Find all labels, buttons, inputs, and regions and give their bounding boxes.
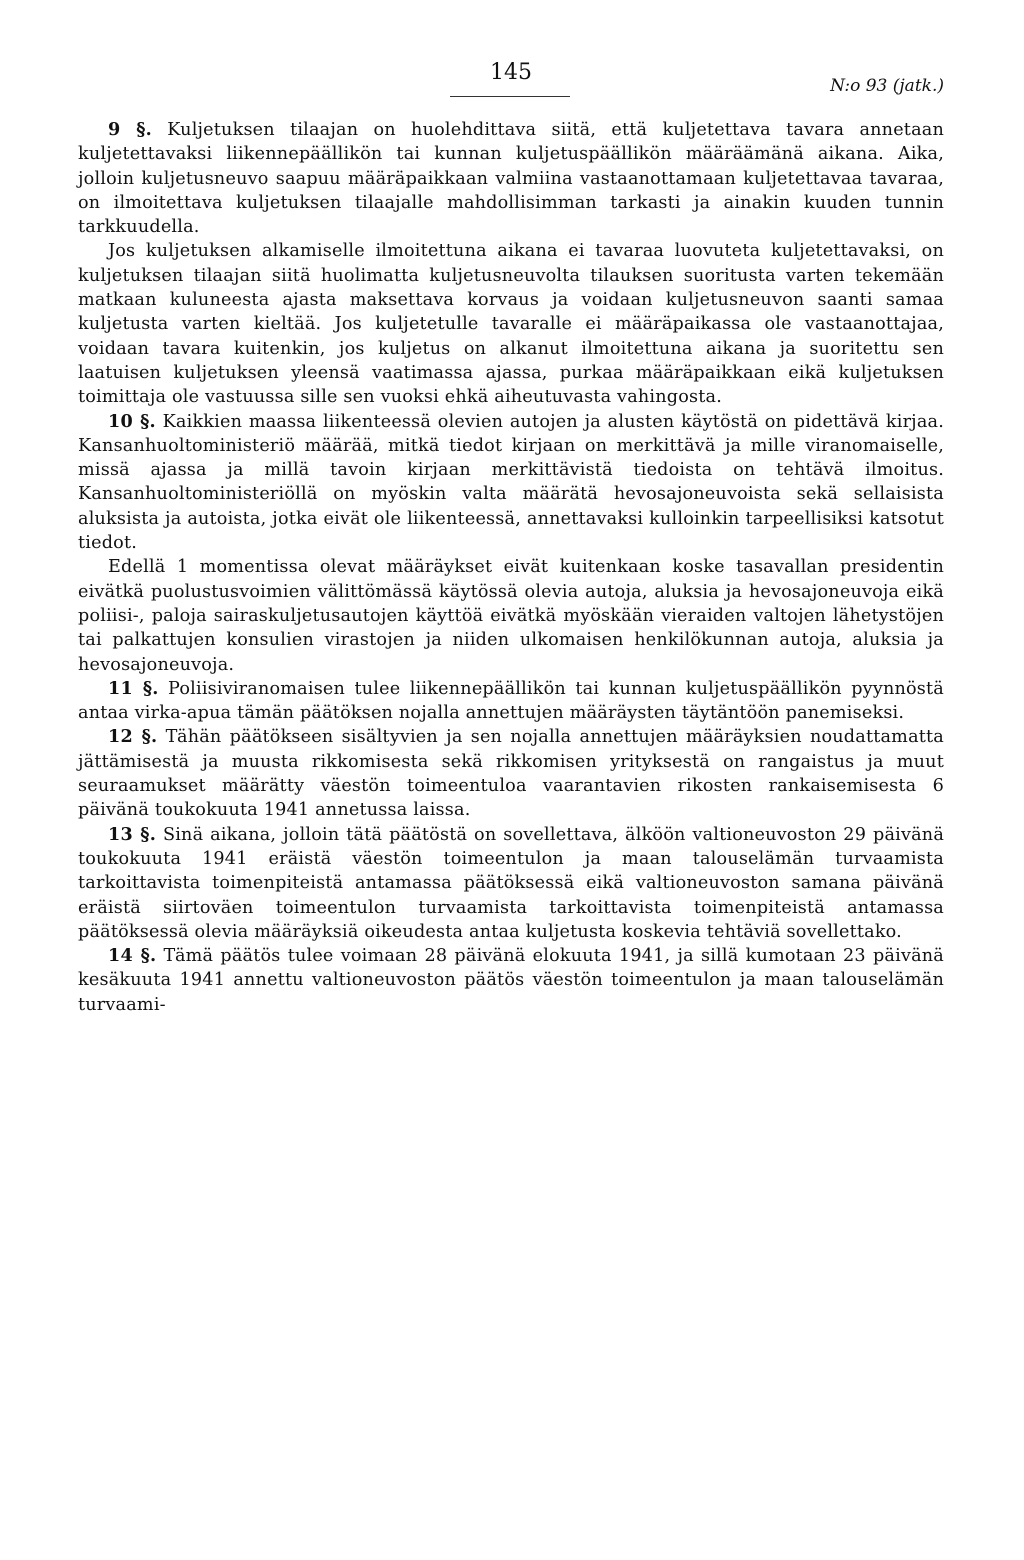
section-number: 12 §. <box>108 726 158 748</box>
paragraph-section-13 <box>78 823 944 944</box>
paragraph-text: Tämä päätös tulee voimaan 28 päivänä elokuuta 1941, ja sillä kumotaan 23 päivänä kesäkuuta 1941 annettu valtioneuvoston päätös väestön toimeentulon ja maan talouselämän turvaami- <box>78 946 944 1015</box>
paragraph-section-9 <box>78 118 944 239</box>
paragraph-text: Kaikkien maassa liikenteessä olevien autojen ja alusten käytöstä on pidettävä kirjaa. Kansanhuoltoministeriö määrää, mitkä tiedot kirjaan on merkittävä ja mille viranomaiselle, missä ajassa ja millä tavoin kirjaan merkittävistä tiedoista on tehtävä ilmoitus. Kansanhuoltoministeriöllä on myöskin valta määrätä hevosajoneuvoista sekä sellaisista aluksista ja autoista, jotka eivät ole liikenteessä, annettavaksi kulloinkin tarpeellisiksi katsotut tiedot. <box>78 411 945 554</box>
page-number-rule <box>450 96 570 97</box>
document-body <box>78 118 944 1017</box>
paragraph-text: Poliisiviranomaisen tulee liikennepäällikön tai kunnan kuljetuspäällikön pyynnöstä antaa virka-apua tämän päätöksen nojalla annettujen määräysten täytäntöön panemiseksi. <box>78 678 944 724</box>
section-number: 13 §. <box>108 823 157 845</box>
paragraph-section-10 <box>78 410 944 556</box>
section-number: 9 §. <box>108 119 152 140</box>
paragraph-section-12 <box>78 725 944 822</box>
paragraph-section-14 <box>78 944 944 1017</box>
section-number: 11 §. <box>108 677 159 699</box>
paragraph-text: Tähän päätökseen sisältyvien ja sen nojalla annettujen määräyksien noudattamatta jättämisestä ja muusta rikkomisesta sekä rikkomisen yrityksestä on rangaistus ja muut seuraamukset määrätty väestön toimeentuloa vaarantavien rikosten rankaisemisesta 6 päivänä toukokuuta 1941 annetussa laissa. <box>78 727 944 821</box>
section-number: 10 §. <box>108 410 156 432</box>
paragraph-text: Sinä aikana, jolloin tätä päätöstä on sovellettava, älköön valtioneuvoston 29 päivänä toukokuuta 1941 eräistä väestön toimeentulon ja maan talouselämän turvaamista tarkoittavista toimenpiteistä antamassa päätöksessä eikä valtioneuvoston samana päivänä eräistä siirtoväen toimeentulon turvaamista tarkoittavista toimenpiteistä antamassa päätöksessä olevia määräyksiä oikeudesta antaa kuljetusta koskevia tehtäviä sovellettako. <box>78 824 945 942</box>
paragraph-section-9-cont <box>78 239 944 409</box>
page-header <box>78 52 944 118</box>
paragraph-text: Jos kuljetuksen alkamiselle ilmoitettuna aikana ei tavaraa luovuteta kuljetettavaksi, on kuljetuksen tilaajan siitä huolimatta kuljetusneuvolta tilauksen suoritusta varten tekemään matkaan kuluneesta ajasta maksettava korvaus ja voidaan kuljetusneuvon saanti samaa kuljetusta varten kieltää. Jos kuljetetulle tavaralle ei määräpaikassa ole vastaanottajaa, voidaan tavara kuitenkin, jos kuljetus on alkanut ilmoitettuna aikana ja suoritettu sen laatuisen kuljetuksen yleensä vaatimassa ajassa, purkaa määräpaikkaan eikä kuljetuksen toimittaja ole vastuussa sille sen vuoksi ehkä aiheutuvasta vahingosta. <box>78 241 944 408</box>
section-number: 14 §. <box>108 945 157 967</box>
issue-label: N:o 93 (jatk.) <box>830 76 944 96</box>
paragraph-section-10-cont <box>78 555 944 676</box>
paragraph-text: Edellä 1 momentissa olevat määräykset eivät kuitenkaan koske tasavallan presidentin eivätkä puolustusvoimien välittömässä käytössä olevia autoja, aluksia ja hevosajoneuvoja eikä poliisi-, paloja sairaskuljetusautojen käyttöä eivätkä myöskään vieraiden valtojen lähetystöjen tai palkattujen konsulien virastojen ja niiden ulkomaisen henkilökunnan autoja, aluksia ja hevosajoneuvoja. <box>78 557 944 675</box>
paragraph-section-11 <box>78 677 944 726</box>
document-page <box>78 52 944 1017</box>
paragraph-text: Kuljetuksen tilaajan on huolehdittava siitä, että kuljetettava tavara annetaan kuljetettavaksi liikennepäällikön tai kunnan kuljetuspäällikön määräämänä aikana. Aika, jolloin kuljetusneuvo saapuu määräpaikkaan valmiina vastaanottamaan kuljetettavaa tavaraa, on ilmoitettava kuljetuksen tilaajalle mahdollisimman tarkasti ja ainakin kuuden tunnin tarkkuudella. <box>78 120 944 238</box>
page-number: 145 <box>490 60 532 85</box>
